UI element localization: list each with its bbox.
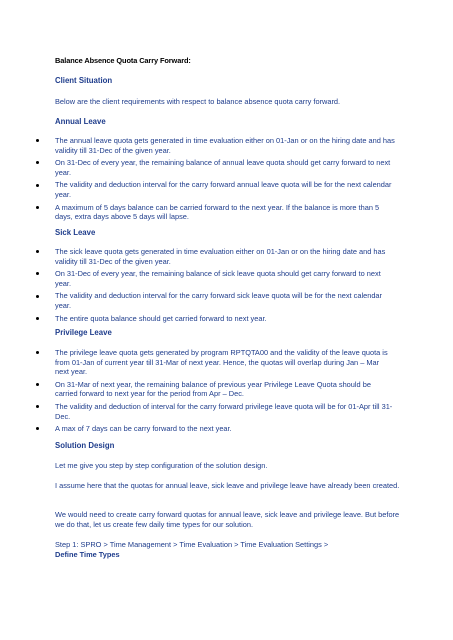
document-title: Balance Absence Quota Carry Forward: [55, 56, 191, 65]
list-item [0, 348, 453, 377]
bullet-icon [36, 139, 39, 142]
bullet-icon [36, 295, 39, 298]
bullet-icon [36, 161, 39, 164]
bullet-text: The sick leave quota gets generated in time evaluation either on 01-Jan or on the hiring date and has validity till 31-Dec of the given year. [55, 247, 386, 266]
privilege-leave-list [0, 348, 453, 437]
sick-leave-list [0, 247, 453, 326]
bullet-icon [36, 206, 39, 209]
annual-leave-list [0, 136, 453, 225]
bullet-text: On 31-Mar of next year, the remaining balance of previous year Privilege Leave Quota should be carried forward to next year for the period from Apr – Dec. [55, 379, 371, 399]
list-item [0, 180, 453, 199]
list-item [0, 380, 453, 399]
solution-paragraph: We would need to create carry forward quotas for annual leave, sick leave and privilege leave. But before we do that, let us create few daily time types for our solution. [55, 510, 400, 529]
bullet-icon [36, 184, 39, 187]
bullet-icon [36, 383, 39, 386]
list-item [0, 203, 453, 222]
bullet-text: On 31-Dec of every year, the remaining balance of sick leave quota should get carry forward to next year. [55, 269, 381, 288]
bullet-text: The entire quota balance should get carried forward to next year. [55, 313, 267, 323]
list-item [0, 402, 453, 421]
bullet-text: The validity and deduction interval for the carry forward sick leave quota will be for the next calendar year. [55, 291, 382, 310]
list-item [0, 269, 453, 288]
list-item [0, 291, 453, 310]
step-1-target: Define Time Types [55, 549, 120, 559]
bullet-text: A max of 7 days can be carry forward to the next year. [55, 424, 232, 434]
bullet-text: The annual leave quota gets generated in time evaluation either on 01-Jan or on the hiring date and has validity till 31-Dec of the given year. [55, 136, 395, 155]
solution-paragraph: I assume here that the quotas for annual leave, sick leave and privilege leave have already been created. [55, 481, 400, 490]
bullet-icon [36, 427, 39, 430]
bullet-icon [36, 351, 39, 354]
sick-leave-heading: Sick Leave [55, 228, 96, 237]
annual-leave-heading: Annual Leave [55, 117, 106, 126]
bullet-icon [36, 250, 39, 253]
list-item [0, 158, 453, 177]
step-1 [55, 540, 400, 559]
bullet-text: A maximum of 5 days balance can be carried forward to the next year. If the balance is more than 5 days, extra days above 5 days will lapse. [55, 202, 380, 222]
list-item [0, 247, 453, 266]
bullet-text: The validity and deduction interval for the carry forward annual leave quota will be for the next calendar year. [55, 180, 392, 199]
step-1-path: Step 1: SPRO > Time Management > Time Evaluation > Time Evaluation Settings > [55, 540, 329, 549]
list-item [0, 136, 453, 155]
list-item [0, 424, 453, 434]
client-situation-intro: Below are the client requirements with respect to balance absence quota carry forward. [55, 97, 341, 106]
privilege-leave-heading: Privilege Leave [55, 328, 112, 337]
bullet-text: The privilege leave quota gets generated by program RPTQTA00 and the validity of the leave quota is from 01-Jan of current year till 31-Mar of next year. Hence, the quotas will overlap during Jan – Mar next year. [55, 348, 388, 377]
solution-design-heading: Solution Design [55, 441, 115, 450]
bullet-icon [36, 405, 39, 408]
bullet-icon [36, 272, 39, 275]
solution-paragraph: Let me give you step by step configuration of the solution design. [55, 461, 268, 470]
bullet-text: The validity and deduction of interval for the carry forward privilege leave quota will be for 01-Apr till 31-Dec. [55, 401, 393, 421]
bullet-icon [36, 317, 39, 320]
list-item [0, 314, 453, 324]
client-situation-heading: Client Situation [55, 76, 113, 85]
bullet-text: On 31-Dec of every year, the remaining balance of annual leave quota should get carry forward to next year. [55, 158, 391, 177]
